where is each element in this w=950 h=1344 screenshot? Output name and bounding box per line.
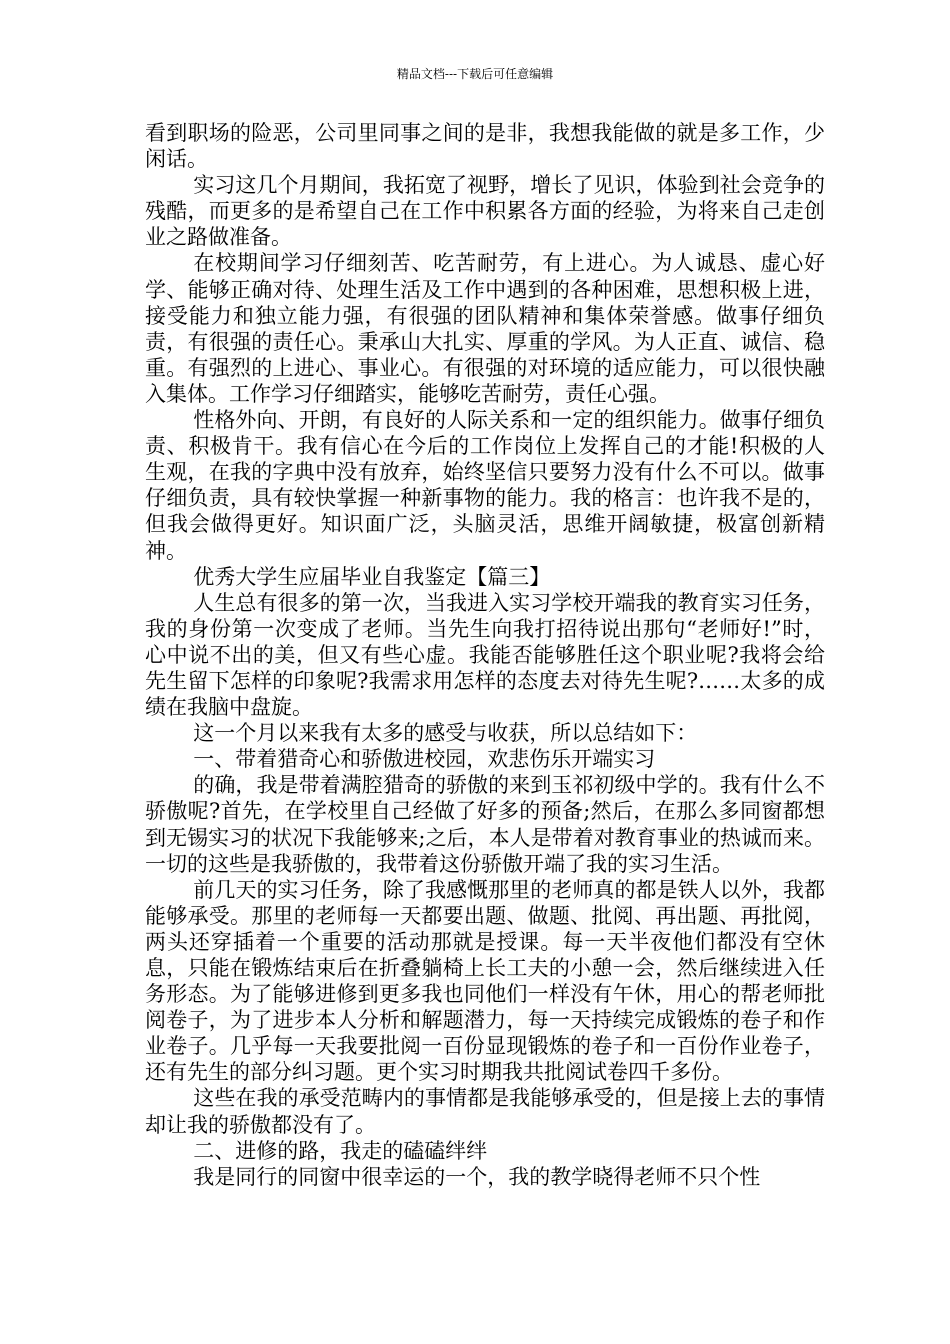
paragraph-2: 实习这几个月期间，我拓宽了视野，增长了见识，体验到社会竞争的残酷，而更多的是希望自己在工作中积累各方面的经验，为将来自己走创业之路做准备。 [145,173,825,250]
subheading-two: 二、进修的路，我走的磕磕绊绊 [193,1138,488,1163]
paragraph-10: 前几天的实习任务，除了我感慨那里的老师真的都是铁人以外，我都能够承受。那里的老师每一天都要出题、做题、批阅、再出题、再批阅，两头还穿插着一个重要的活动那就是授课。每一天半夜他们都没有空休息，只能在锻炼结束后在折叠躺椅上长工夫的小憩一会，然后继续进入任务形态。为了能够进修到更多我也同他们一样没有午休，用心的帮老师批阅卷子，为了进步本人分析和解题潜力，每一天持续完成锻炼的卷子和作业卷子。几乎每一天我要批阅一百份显现锻炼的卷子和一百份作业卷子，还有先生的部分纠习题。更个实习时期我共批阅试卷四千多份。 [145,877,825,1085]
paragraph-9: 的确，我是带着满腔猎奇的骄傲的来到玉祁初级中学的。我有什么不骄傲呢?首先，在学校里自己经做了好多的预备;然后，在那么多同窗都想到无锡实习的状况下我能够来;之后，本人是带着对教育事业的热诚而来。一切的这些是我骄傲的，我带着这份骄傲开端了我的实习生活。 [145,773,825,876]
paragraph-6: 人生总有很多的第一次，当我进入实习学校开端我的教育实习任务，我的身份第一次变成了老师。当先生向我打招待说出那句“老师好!”时，心中说不出的美，但又有些心虚。我能否能够胜任这个职业呢?我将会给先生留下怎样的印象呢?我需求用怎样的态度去对待先生呢?……太多的成绩在我脑中盘旋。 [145,590,825,720]
subheading-one: 一、带着猎奇心和骄傲进校园，欢悲伤乐开端实习 [193,747,656,772]
document-body [145,120,825,1190]
paragraph-4: 性格外向、开朗，有良好的人际关系和一定的组织能力。做事仔细负责、积极肯干。我有信心在今后的工作岗位上发挥自己的才能!积极的人生观，在我的字典中没有放弃，始终坚信只要努力没有什么不可以。做事仔细负责，具有较快掌握一种新事物的能力。我的格言：也许我不是的，但我会做得更好。知识面广泛，头脑灵活，思维开阔敏捷，极富创新精神。 [145,408,825,563]
page-header: 精品文档---下载后可任意编辑 [396,67,554,81]
paragraph-1: 看到职场的险恶，公司里同事之间的是非，我想我能做的就是多工作，少闲话。 [145,121,825,172]
paragraph-3: 在校期间学习仔细刻苦、吃苦耐劳，有上进心。为人诚恳、虚心好学、能够正确对待、处理生活及工作中遇到的各种困难，思想积极上进，接受能力和独立能力强，有很强的团队精神和集体荣誉感。做事仔细负责，有很强的责任心。秉承山大扎实、厚重的学风。为人正直、诚信、稳重。有强烈的上进心、事业心。有很强的对环境的适应能力，可以很快融入集体。工作学习仔细踏实，能够吃苦耐劳，责任心强。 [145,251,825,406]
paragraph-11: 这些在我的承受范畴内的事情都是我能够承受的，但是接上去的事情却让我的骄傲都没有了。 [145,1086,825,1137]
paragraph-13: 我是同行的同窗中很幸运的一个，我的教学晓得老师不只个性 [193,1164,761,1189]
paragraph-7: 这一个月以来我有太多的感受与收获，所以总结如下： [193,721,698,746]
section-title-part-three: 优秀大学生应届毕业自我鉴定【篇三】 [193,564,551,589]
